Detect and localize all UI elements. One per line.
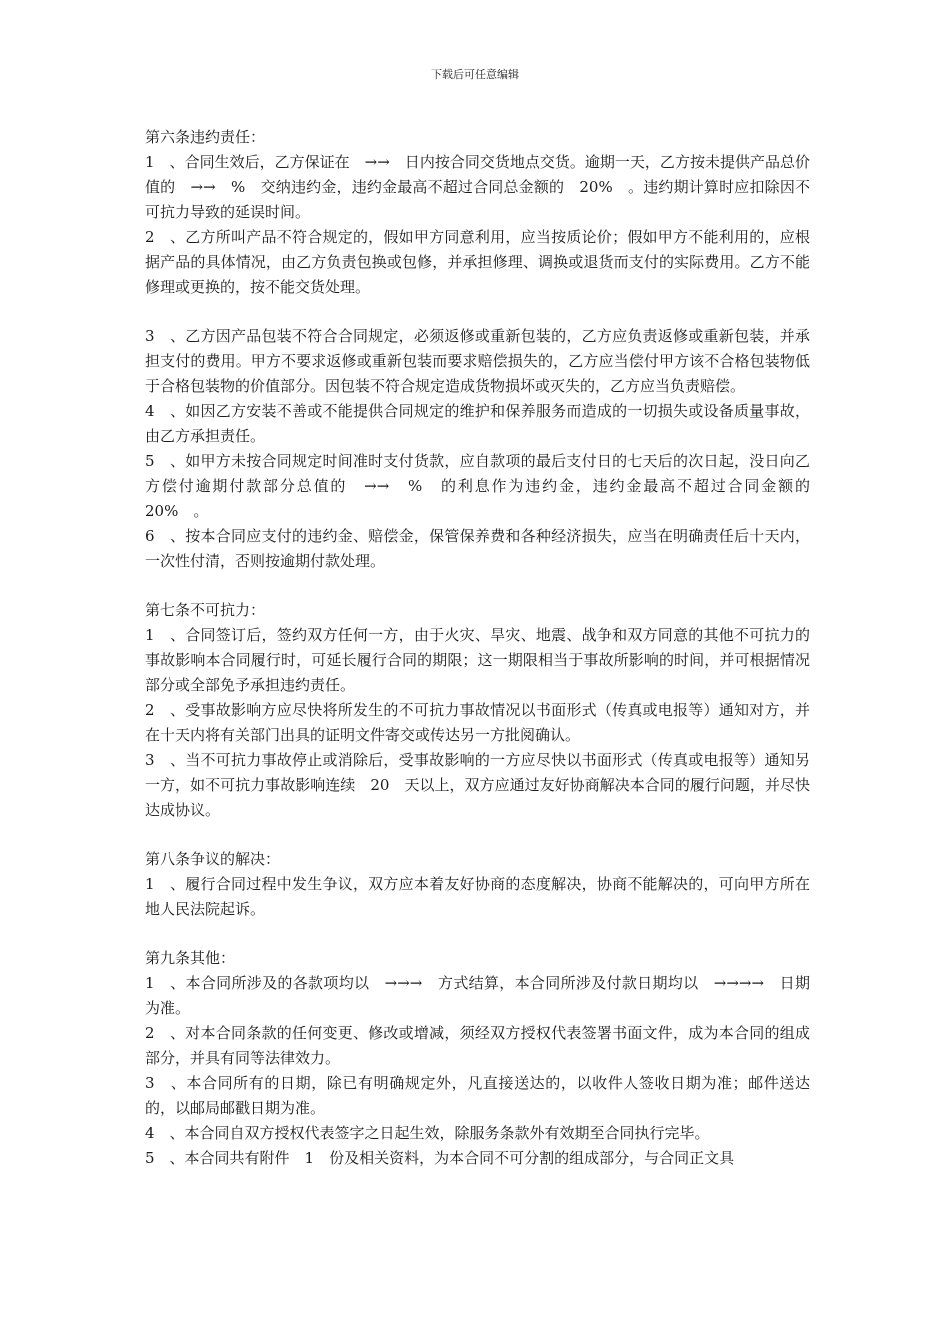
clause-paragraph: 5 、如甲方未按合同规定时间准时支付货款，应自款项的最后支付日的七天后的次日起，没日向乙方偿付逾期付款部分总值的 →→ % 的利息作为违约金，违约金最高不超过合同金额的 20% 。 [145, 452, 826, 520]
clause-paragraph: 1 、本合同所涉及的各款项均以 →→→ 方式结算，本合同所涉及付款日期均以 →→→→ 日期为准。 [145, 974, 810, 1017]
clause-paragraph: 3 、本合同所有的日期，除已有明确规定外，凡直接送达的，以收件人签收日期为准；邮件送达的，以邮局邮戳日期为准。 [145, 1074, 810, 1117]
clause-paragraph: 1 、合同签订后，签约双方任何一方，由于火灾、旱灾、地震、战争和双方同意的其他不可抗力的事故影响本合同履行时，可延长履行合同的期限；这一期限相当于事故所影响的时间，并可根据情况部分或全部免予承担违约责任。 [145, 626, 810, 694]
clause-paragraph: 4 、本合同自双方授权代表签字之日起生效，除服务条款外有效期至合同执行完毕。 [145, 1124, 710, 1142]
clause-paragraph: 2 、受事故影响方应尽快将所发生的不可抗力事故情况以书面形式（传真或电报等）通知对方，并在十天内将有关部门出具的证明文件寄交或传达另一方批阅确认。 [145, 701, 810, 744]
document-body [145, 125, 826, 1195]
section-article-9 [145, 946, 810, 1171]
clause-paragraph: 6 、按本合同应支付的违约金、赔偿金，保管保养费和各种经济损失，应当在明确责任后十天内，一次性付清，否则按逾期付款处理。 [145, 527, 810, 570]
section-article-7 [145, 598, 810, 823]
section-title: 第七条不可抗力： [145, 601, 266, 619]
section-title: 第九条其他： [145, 949, 236, 967]
clause-paragraph: 3 、当不可抗力事故停止或消除后，受事故影响的一方应尽快以书面形式（传真或电报等）通知另一方，如不可抗力事故影响连续 20 天以上，双方应通过友好协商解决本合同的履行问题，并尽快达成协议。 [145, 751, 810, 819]
page-header: 下载后可任意编辑 [431, 68, 519, 81]
clause-paragraph: 4 、如因乙方安装不善或不能提供合同规定的维护和保养服务而造成的一切损失或设备质量事故，由乙方承担责任。 [145, 402, 810, 445]
clause-paragraph: 5 、本合同共有附件 1 份及相关资料，为本合同不可分割的组成部分，与合同正文具 [145, 1149, 735, 1167]
section-title: 第六条违约责任： [145, 128, 266, 146]
section-article-6-continued [145, 324, 826, 574]
clause-paragraph: 2 、乙方所叫产品不符合规定的，假如甲方同意利用，应当按质论价；假如甲方不能利用的，应根据产品的具体情况，由乙方负责包换或包修，并承担修理、调换或退货而支付的实际费用。乙方不能修理或更换的，按不能交货处理。 [145, 228, 810, 296]
section-article-6 [145, 125, 810, 300]
clause-paragraph: 1 、合同生效后，乙方保证在 →→ 日内按合同交货地点交货。逾期一天，乙方按未提供产品总价值的 →→ % 交纳违约金，违约金最高不超过合同总金额的 20% 。违约期计算时应扣除因不可抗力导致的延误时间。 [145, 153, 810, 221]
clause-paragraph: 2 、对本合同条款的任何变更、修改或增减，须经双方授权代表签署书面文件，成为本合同的组成部分，并具有同等法律效力。 [145, 1024, 810, 1067]
section-title: 第八条争议的解决： [145, 850, 281, 868]
clause-paragraph: 1 、履行合同过程中发生争议，双方应本着友好协商的态度解决，协商不能解决的，可向甲方所在地人民法院起诉。 [145, 875, 810, 918]
section-article-8 [145, 847, 810, 922]
clause-paragraph: 3 、乙方因产品包装不符合合同规定，必须返修或重新包装的，乙方应负责返修或重新包装，并承担支付的费用。甲方不要求返修或重新包装而要求赔偿损失的，乙方应当偿付甲方该不合格包装物低于合格包装物的价值部分。因包装不符合规定造成货物损坏或灭失的，乙方应当负责赔偿。 [145, 327, 810, 395]
